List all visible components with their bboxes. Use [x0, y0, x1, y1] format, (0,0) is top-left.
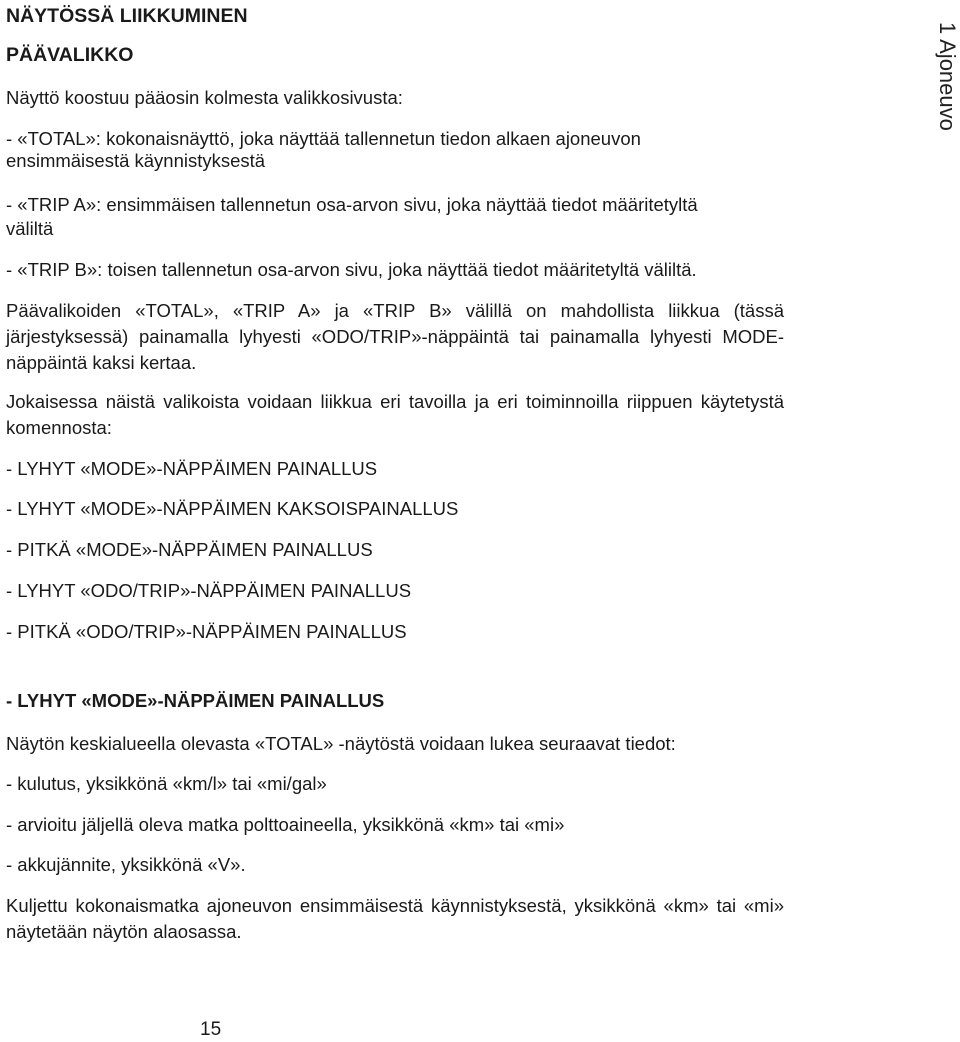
command-item: - PITKÄ «ODO/TRIP»-NÄPPÄIMEN PAINALLUS: [6, 621, 407, 642]
page-number: 15: [200, 1019, 222, 1040]
short-mode-item: - arvioitu jäljellä oleva matka polttoaineella, yksikkönä «km» tai «mi»: [6, 814, 565, 835]
command-item: - PITKÄ «MODE»-NÄPPÄIMEN PAINALLUS: [6, 539, 373, 560]
odometer-paragraph: Kuljettu kokonaismatka ajoneuvon ensimmäisestä käynnistyksestä, yksikkönä «km» tai «mi» näytetään näytön alaosassa.: [6, 895, 784, 942]
short-mode-intro: Näytön keskialueella olevasta «TOTAL» -näytöstä voidaan lukea seuraavat tiedot:: [6, 733, 676, 754]
menu-page-total-line2: ensimmäisestä käynnistyksestä: [6, 150, 266, 171]
short-mode-item: - akkujännite, yksikkönä «V».: [6, 854, 246, 875]
functions-paragraph: Jokaisessa näistä valikoista voidaan liikkua eri tavoilla ja eri toiminnoilla riippuen käytetystä komennosta:: [6, 391, 784, 438]
command-item: - LYHYT «MODE»-NÄPPÄIMEN KAKSOISPAINALLUS: [6, 498, 459, 519]
short-mode-heading: - LYHYT «MODE»-NÄPPÄIMEN PAINALLUS: [6, 690, 385, 711]
menu-page-trip-b-line1: - «TRIP B»: toisen tallennetun osa-arvon sivu, joka näyttää tiedot määritetyltä väliltä.: [6, 259, 697, 280]
intro-text: Näyttö koostuu pääosin kolmesta valikkosivusta:: [6, 87, 403, 108]
navigation-paragraph: Päävalikoiden «TOTAL», «TRIP A» ja «TRIP B» välillä on mahdollista liikkua (tässä järjestyksessä) painamalla lyhyesti «ODO/TRIP»-näppäintä tai painamalla lyhyesti MODE-näppäintä kaksi kertaa.: [6, 300, 784, 373]
short-mode-item: - kulutus, yksikkönä «km/l» tai «mi/gal»: [6, 773, 327, 794]
menu-page-trip-a-line2: väliltä: [6, 218, 54, 239]
chapter-sidebar-label: 1 Ajoneuvo: [935, 22, 960, 131]
command-item: - LYHYT «MODE»-NÄPPÄIMEN PAINALLUS: [6, 458, 378, 479]
subsection-title: PÄÄVALIKKO: [6, 44, 134, 66]
menu-page-total-line1: - «TOTAL»: kokonaisnäyttö, joka näyttää tallennetun tiedon alkaen ajoneuvon: [6, 128, 641, 149]
section-title: NÄYTÖSSÄ LIIKKUMINEN: [6, 5, 248, 27]
menu-page-trip-a-line1: - «TRIP A»: ensimmäisen tallennetun osa-arvon sivu, joka näyttää tiedot määritetyltä: [6, 194, 698, 215]
command-item: - LYHYT «ODO/TRIP»-NÄPPÄIMEN PAINALLUS: [6, 580, 412, 601]
